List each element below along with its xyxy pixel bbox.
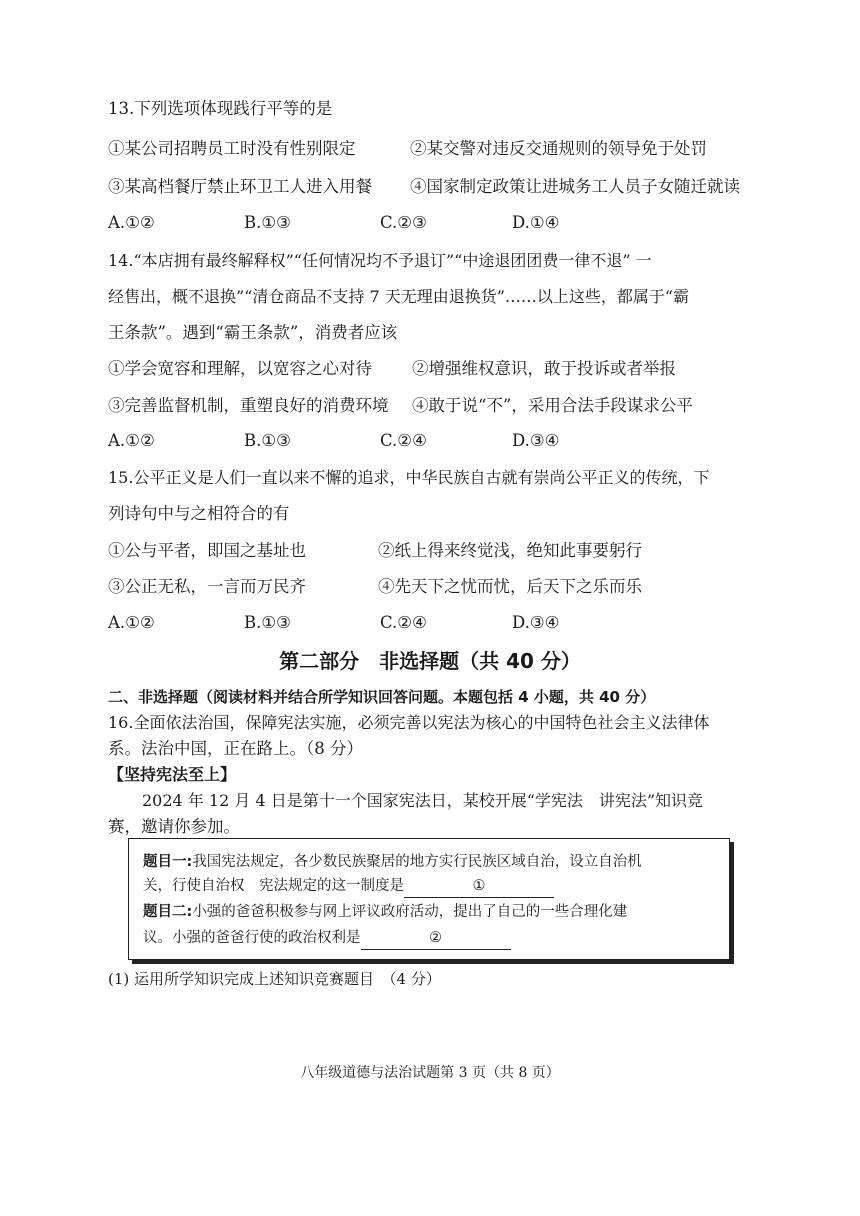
q14-answer-b: B.①③ xyxy=(244,431,291,450)
q14-answer-d: D.③④ xyxy=(512,431,560,450)
q13-answer-a: A.①② xyxy=(108,213,155,232)
q13-answer-c: C.②③ xyxy=(380,213,427,232)
part-2-title: 第二部分 非选择题（共 40 分） xyxy=(279,649,581,673)
q14-option-1: ①学会宽容和理解，以宽容之心对待 xyxy=(108,359,372,378)
q15-answer-d: D.③④ xyxy=(512,613,560,632)
page-footer: 八年级道德与法治试题第 3 页（共 8 页） xyxy=(300,1065,560,1081)
q14-option-3: ③完善监督机制，重塑良好的消费环境 xyxy=(108,396,389,415)
q16-line-1: 16.全面依法治国，保障宪法实施，必须完善以宪法为核心的中国特色社会主义法律体 xyxy=(108,713,710,732)
q13-answer-b: B.①③ xyxy=(244,213,291,232)
q16-paragraph-line-2: 赛，邀请你参加。 xyxy=(108,817,240,836)
q13-option-3: ③某高档餐厅禁止环卫工人进入用餐 xyxy=(108,177,372,196)
quiz-q1-text-2: 关，行使自治权 宪法规定的这一制度是 xyxy=(143,878,404,894)
q14-line-1: 14.“本店拥有最终解释权”“任何情况均不予退订”“中途退团团费一律不退” 一 xyxy=(108,251,652,270)
quiz-q1-line-1 xyxy=(143,851,642,873)
q16-subquestion-1: (1) 运用所学知识完成上述知识竞赛题目 （4 分） xyxy=(108,970,441,988)
q14-line-3: 王条款”。遇到“霸王条款”，消费者应该 xyxy=(108,323,398,342)
q15-option-4: ④先天下之忧而忧，后天下之乐而乐 xyxy=(378,577,642,596)
q16-paragraph-line-1: 2024 年 12 月 4 日是第十一个国家宪法日，某校开展“学宪法 讲宪法”知识竞 xyxy=(142,791,704,810)
q15-answer-a: A.①② xyxy=(108,613,155,632)
section-2-instructions: 二、非选择题（阅读材料并结合所学知识回答问题。本题包括 4 小题，共 40 分） xyxy=(108,688,656,706)
quiz-q1-label: 题目一: xyxy=(143,854,193,870)
q15-option-3: ③公正无私，一言而万民齐 xyxy=(108,577,306,596)
q14-option-4: ④敢于说“不”，采用合法手段谋求公平 xyxy=(412,396,693,415)
q13-option-1: ①某公司招聘员工时没有性别限定 xyxy=(108,139,356,158)
q15-answer-c: C.②④ xyxy=(380,613,427,632)
quiz-q2-line-1 xyxy=(143,901,627,923)
answer-blank-1[interactable]: ① xyxy=(404,875,554,898)
q15-answer-b: B.①③ xyxy=(244,613,291,632)
q14-line-2: 经售出，概不退换”“清仓商品不支持 7 天无理由退换货”……以上这些，都属于“霸 xyxy=(108,287,690,306)
q14-answer-c: C.②④ xyxy=(380,431,427,450)
quiz-q2-label: 题目二: xyxy=(143,904,193,920)
quiz-q1-text-1: 我国宪法规定，各少数民族聚居的地方实行民族区域自治，设立自治机 xyxy=(192,854,642,870)
q13-answer-d: D.①④ xyxy=(512,213,560,232)
q15-line-1: 15.公平正义是人们一直以来不懈的追求，中华民族自古就有崇尚公平正义的传统，下 xyxy=(108,468,710,487)
q16-heading: 【坚持宪法至上】 xyxy=(108,765,237,784)
quiz-q2-text-1: 小强的爸爸积极参与网上评议政府活动，提出了自己的一些合理化建 xyxy=(192,904,628,920)
q14-option-2: ②增强维权意识，敢于投诉或者举报 xyxy=(412,359,676,378)
quiz-q1-line-2 xyxy=(143,875,554,898)
q13-option-2: ②某交警对违反交通规则的领导免于处罚 xyxy=(410,139,707,158)
q15-option-2: ②纸上得来终觉浅，绝知此事要躬行 xyxy=(378,541,642,560)
q13-option-4: ④国家制定政策让进城务工人员子女随迁就读 xyxy=(410,177,740,196)
quiz-q2-text-2: 议。小强的爸爸行使的政治权利是 xyxy=(143,930,361,946)
q16-line-2: 系。法治中国，正在路上。（8 分） xyxy=(108,739,363,758)
q13-stem: 13.下列选项体现践行平等的是 xyxy=(108,99,333,118)
answer-blank-2[interactable]: ② xyxy=(361,927,511,950)
q15-line-2: 列诗句中与之相符合的有 xyxy=(108,504,290,523)
q15-option-1: ①公与平者，即国之基址也 xyxy=(108,541,306,560)
q14-answer-a: A.①② xyxy=(108,431,155,450)
quiz-q2-line-2 xyxy=(143,927,511,950)
quiz-question-box xyxy=(128,838,730,960)
